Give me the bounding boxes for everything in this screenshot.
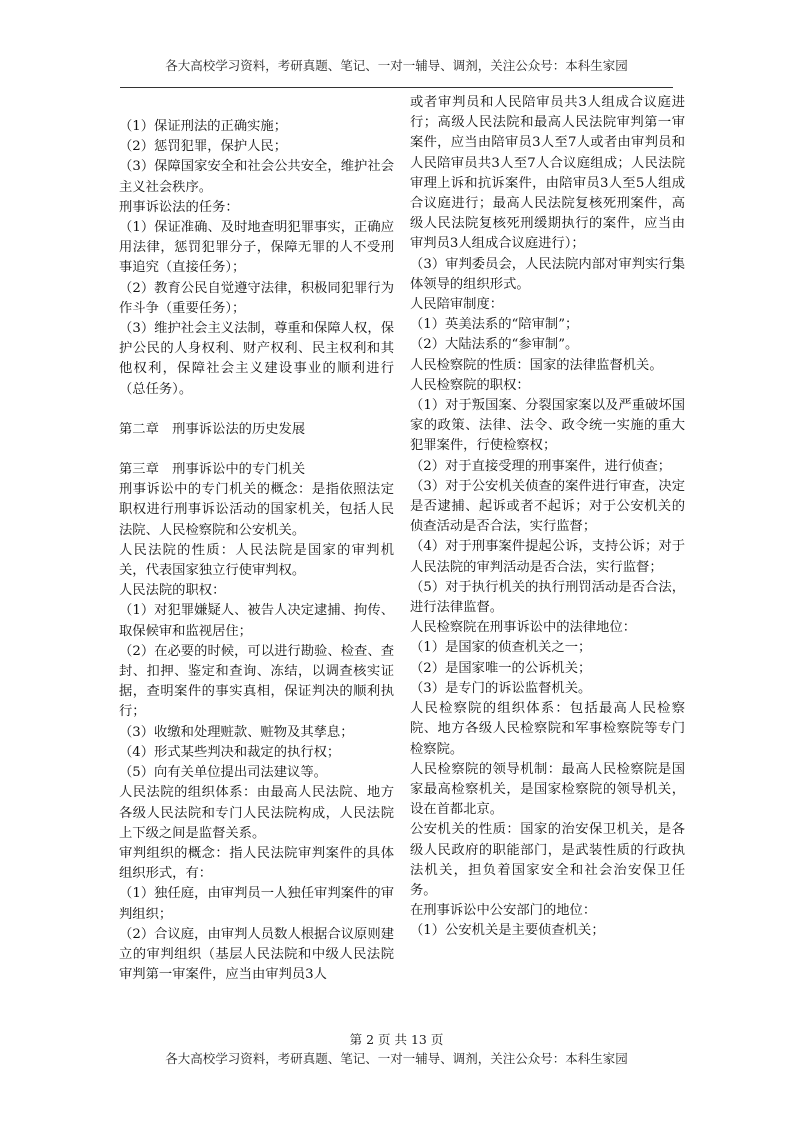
paragraph: 人民陪审制度： — [410, 297, 504, 313]
page-number: 第 2 页 共 13 页 — [349, 1032, 444, 1047]
paragraph: 刑事诉讼法的任务： — [119, 199, 239, 215]
paragraph: 人民检察院的性质：国家的法律监督机关。 — [410, 357, 663, 373]
paragraph: （2）对于直接受理的刑事案件，进行侦查； — [410, 458, 672, 474]
paragraph: （5）向有关单位提出司法建议等。 — [119, 765, 327, 781]
right-column — [410, 93, 685, 942]
left-column — [119, 93, 394, 985]
paragraph: （2）教育公民自觉遵守法律，积极同犯罪行为作斗争（重要任务）； — [119, 280, 394, 316]
paragraph: 人民检察院的领导机制：最高人民检察院是国家最高检察机关，是国家检察院的领导机关，设在首都北京。 — [410, 761, 685, 818]
paragraph: （2）大陆法系的“参审制”。 — [410, 337, 579, 353]
paragraph: 人民检察院的组织体系：包括最高人民检察院、地方各级人民检察院和军事检察院等专门检察院。 — [410, 701, 685, 757]
paragraph: 公安机关的性质：国家的治安保卫机关，是各级人民政府的职能部门，是武装性质的行政执法机关，担负着国家安全和社会治安保卫任务。 — [410, 822, 685, 898]
paragraph: （1）是国家的侦查机关之一； — [410, 640, 592, 656]
paragraph: （5）对于执行机关的执行刑罚活动是否合法，进行法律监督。 — [410, 579, 685, 616]
paragraph: （1）公安机关是主要侦查机关； — [410, 923, 605, 939]
page-footer: 各大高校学习资料，考研真题、笔记、一对一辅导、调剂，关注公众号：本科生家园 — [165, 1051, 628, 1066]
page-header: 各大高校学习资料，考研真题、笔记、一对一辅导、调剂，关注公众号：本科生家园 — [165, 58, 628, 73]
paragraph: （4）形式某些判决和裁定的执行权； — [119, 744, 341, 760]
chapter-heading: 第三章 刑事诉讼中的专门机关 — [119, 462, 306, 478]
paragraph: 刑事诉讼中的专门机关的概念：是指依照法定职权进行刑事诉讼活动的国家机关，包括人民法院、人民检察院和公安机关。 — [119, 482, 394, 538]
paragraph: （2）在必要的时候，可以进行勘验、检查、查封、扣押、鉴定和查询、冻结，以调查核实证据，查明案件的事实真相，保证判决的顺利执行； — [119, 643, 394, 720]
paragraph: 在刑事诉讼中公安部门的地位： — [410, 903, 597, 919]
paragraph: （3）收缴和处理赃款、赃物及其孳息； — [119, 724, 354, 740]
paragraph: （1）保证刑法的正确实施； — [119, 119, 288, 134]
paragraph: 审判组织的概念：指人民法院审判案件的具体组织形式，有： — [119, 845, 394, 882]
paragraph: （4）对于刑事案件提起公诉，支持公诉；对于人民法院的审判活动是否合法，实行监督； — [410, 539, 685, 575]
paragraph: （1）保证准确、及时地查明犯罪事实，正确应用法律，惩罚犯罪分子，保障无罪的人不受刑事追究（直接任务）； — [119, 220, 394, 276]
paragraph: （3）对于公安机关侦查的案件进行审查，决定是否逮捕、起诉或者不起诉；对于公安机关的侦查活动是否合法，实行监督； — [410, 478, 685, 535]
paragraph: （3）保障国家安全和社会公共安全，维护社会主义社会秩序。 — [119, 159, 394, 195]
paragraph: 人民法院的性质：人民法院是国家的审判机关，代表国家独立行使审判权。 — [119, 542, 394, 579]
paragraph: （2）合议庭，由审判人员数人根据合议原则建立的审判组织（基层人民法院和中级人民法院审判第一审案件，应当由审判员3人 — [119, 926, 394, 983]
paragraph: （2）惩罚犯罪，保护人民； — [119, 139, 288, 155]
paragraph: （1）对犯罪嫌疑人、被告人决定逮捕、拘传、取保候审和监视居住； — [119, 603, 394, 639]
paragraph: （1）独任庭，由审判员一人独任审判案件的审判组织； — [119, 886, 394, 922]
paragraph: 人民法院的职权： — [119, 583, 226, 599]
paragraph: （3）审判委员会，人民法院内部对审判实行集体领导的组织形式。 — [410, 256, 685, 292]
paragraph: 人民检察院在刑事诉讼中的法律地位： — [410, 620, 637, 636]
chapter-heading: 第二章 刑事诉讼法的历史发展 — [119, 421, 306, 437]
header-rule — [120, 87, 673, 88]
paragraph: 人民检察院的职权： — [410, 377, 530, 393]
paragraph: （2）是国家唯一的公诉机关； — [410, 660, 592, 676]
paragraph: （1）英美法系的“陪审制”； — [410, 317, 579, 333]
paragraph: （1）对于叛国案、分裂国家案以及严重破坏国家的政策、法律、法令、政令统一实施的重大犯罪案件，行使检察权； — [410, 398, 685, 454]
paragraph: 人民法院的组织体系：由最高人民法院、地方各级人民法院和专门人民法院构成，人民法院上下级之间是监督关系。 — [119, 785, 394, 841]
paragraph: 或者审判员和人民陪审员共3人组成合议庭进行；高级人民法院和最高人民法院审判第一审案件，应当由陪审员3人至7人或者由审判员和人民陪审员共3人至7人合议庭组成；人民法院审理上诉和抗诉案件，由陪审员3人至5人组成合议庭进行；最高人民法院复核死刑案件，高级人民法院复核死刑缓期执行的案件，应当由审判员3人组成合议庭进行）； — [410, 95, 685, 252]
paragraph: （3）是专门的诉讼监督机关。 — [410, 680, 592, 696]
paragraph: （3）维护社会主义法制，尊重和保障人权，保护公民的人身权利、财产权利、民主权利和其他权利，保障社会主义建设事业的顺利进行（总任务）。 — [119, 321, 394, 397]
